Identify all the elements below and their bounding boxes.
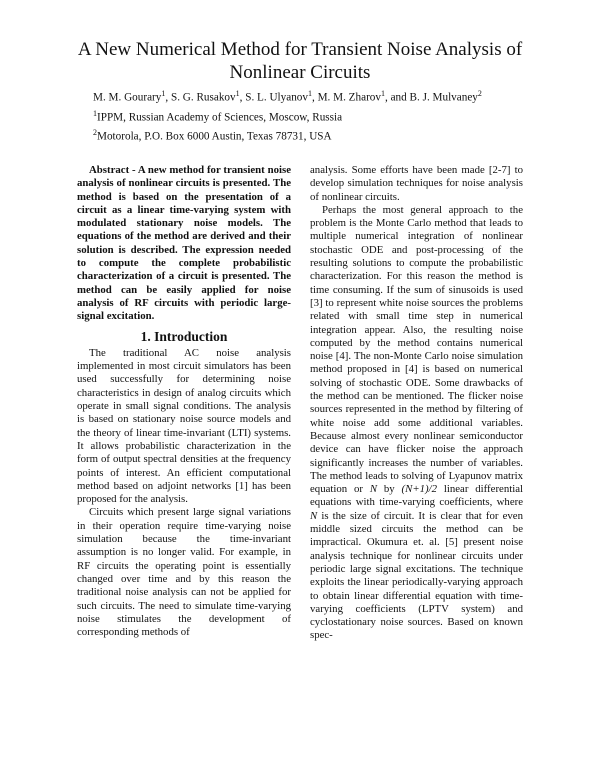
abstract: Abstract - A new method for transient noise analysis of nonlinear circuits is presented. The method is based on the presentation of a circuit as a linear time-varying system with modulated stationary noise models. The equations of the method are derived and their solution is described. The expression needed to compute the complete probabilistic characterization of a circuit is presented. The method can be easily applied for noise analysis of RF circuits with periodic large-signal excitation. — [77, 164, 291, 323]
right-column — [310, 164, 523, 643]
paragraph: Perhaps the most general approach to the problem is the Monte Carlo method that leads to multiple numerical integration of nonlinear stochastic ODE and post-processing of the resulting solutions to compute the probabilistic characterization. For this reason the method is time consuming. If the sum of sinusoids is used [3] to represent white noise sources the problems related with small time step in numerical integration appear. Also, the resulting noise computed by the method contains numerical noise [4]. The non-Monte Carlo noise simulation method proposed in [4] is based on numerical solving of stochastic ODE. Some drawbacks of the method can be mentioned. The flicker noise sources represented in the method by filtering of white noise add some additional variables. Because almost every nonlinear semiconductor device can have flicker noise the approach significantly increases the number of variables. The method leads to solving of Lyapunov matrix equation or N by (N+1)/2 linear differential equations with time-varying coefficients, where N is the size of circuit. It is clear that for even middle sized circuits the method can be impractical. Okumura et. al. [5] present noise analysis technique for nonlinear circuits under periodic large signal excitations. The technique exploits the linear periodically-varying approach to obtain linear differential equation with time-varying coefficients (LPTV system) and cyclostationary noise sources. Based on known spec- — [310, 203, 524, 642]
paper-title — [0, 38, 600, 84]
author-affil-mark: 1 — [380, 89, 385, 98]
author-name: M. M. Gourary — [93, 91, 162, 104]
author-list: M. M. Gourary$^1$, S. G. Rusakov$^1$, S. L. Ulyanov$^1$, M. M. Zharov$^1$, and B. J. Mulvaney$^2$ — [93, 89, 482, 104]
paragraph: Circuits which present large signal variations in their operation require time-varying noise simulation because the time-invariant assumption is no longer valid. For example, in RF circuits the operating point is essentially changed over time and by this reason the traditional noise analysis can not be applied for such circuits. The need to simulate time-varying noise stimulates the development of corresponding methods of — [77, 506, 291, 639]
author-name: S. G. Rusakov — [170, 91, 236, 104]
left-column — [77, 164, 291, 639]
author-name: S. L. Ulyanov — [245, 91, 308, 104]
author-name: M. M. Zharov — [317, 91, 381, 104]
author-affil-mark: 1 — [308, 89, 312, 98]
author-affil-mark: 1 — [235, 89, 240, 98]
title-line-2: Nonlinear Circuits — [229, 62, 371, 83]
paragraph: The traditional AC noise analysis implemented in most circuit simulators has been used successfully for determining noise characteristics in design of analog circuits which operate in small signal conditions. The analysis is based on stationary noise source models and the theory of linear time-invariant (LTI) systems. It allows probabilistic characterization in the form of output spectral densities at the frequency points of interest. An efficient computational method based on adjoint networks [1] has been proposed for the analysis. — [77, 346, 291, 506]
author-affil-mark: 2 — [477, 89, 482, 98]
author-block — [93, 86, 482, 145]
author-affil-mark: 1 — [161, 89, 166, 98]
affiliation-1: $^1$IPPM, Russian Academy of Sciences, Moscow, Russia — [93, 108, 343, 124]
section-heading: 1. Introduction — [140, 328, 228, 344]
paragraph: analysis. Some efforts have been made [2-7] to develop simulation techniques for noise analysis of nonlinear circuits. — [310, 164, 523, 203]
affiliation-2: $^2$Motorola, P.O. Box 6000 Austin, Texas 78731, USA — [93, 128, 332, 144]
author-name: B. J. Mulvaney — [409, 91, 478, 104]
title-line-1: A New Numerical Method for Transient Noise Analysis of — [77, 39, 523, 60]
